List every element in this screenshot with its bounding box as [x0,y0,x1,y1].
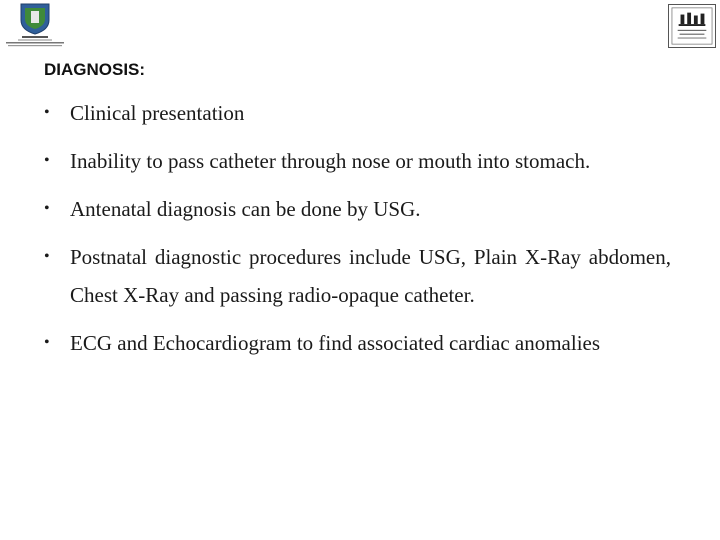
bullet-dot-icon: • [44,152,50,169]
bullet-text: Clinical presentation [70,101,245,125]
college-emblem-logo [668,4,716,48]
bullet-item [44,142,671,180]
bullet-dot-icon: • [44,104,50,121]
bullet-dot-icon: • [44,200,50,217]
bullet-item [44,238,671,314]
university-crest-logo [4,2,66,48]
bullet-item [44,190,671,228]
bullet-item [44,324,671,362]
bullet-item [44,94,671,132]
bullet-text: ECG and Echocardiogram to find associated cardiac anomalies [70,331,601,355]
bullet-text: Inability to pass catheter through nose or mouth into stomach. [70,149,591,173]
bullet-list [44,94,671,372]
slide-heading: DIAGNOSIS: [44,60,146,79]
bullet-dot-icon: • [44,248,50,265]
bullet-dot-icon: • [44,334,50,351]
bullet-text: Postnatal diagnostic procedures include USG, Plain X-Ray abdomen, Chest X-Ray and passing radio-opaque catheter. [70,245,671,307]
bullet-text: Antenatal diagnosis can be done by USG. [70,197,421,221]
